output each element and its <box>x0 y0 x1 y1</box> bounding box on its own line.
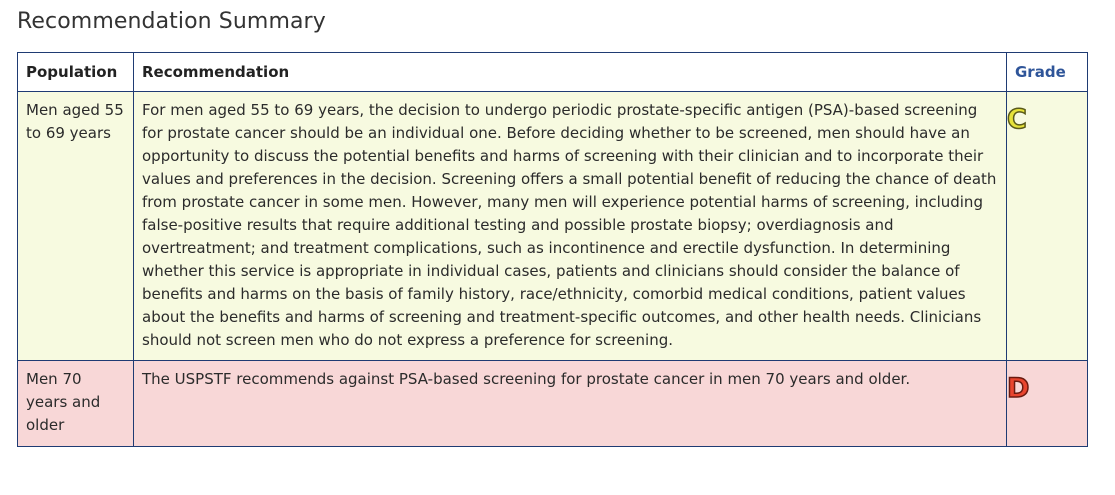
grade-column-header: Grade <box>1007 53 1088 92</box>
table-row <box>18 92 1088 361</box>
recommendation-cell: For men aged 55 to 69 years, the decision to undergo periodic prostate-specific antigen (PSA)-based screening for prostate cancer should be an individual one. Before deciding whether to be screened, men should have an opportunity to discuss the potential benefits and harms of screening with their clinician and to incorporate their values and preferences in the decision. Screening offers a small potential benefit of reducing the chance of death from prostate cancer in some men. However, many men will experience potential harms of screening, including false-positive results that require additional testing and possible prostate biopsy; overdiagnosis and overtreatment; and treatment complications, such as incontinence and erectile dysfunction. In determining whether this service is appropriate in individual cases, patients and clinicians should consider the balance of benefits and harms on the basis of family history, race/ethnicity, comorbid medical conditions, patient values about the benefits and harms of screening and treatment-specific outcomes, and other health needs. Clinicians should not screen men who do not express a preference for screening. <box>134 92 1007 361</box>
grade-cell <box>1007 92 1088 361</box>
recommendation-column-header: Recommendation <box>134 53 1007 92</box>
population-cell: Men aged 55 to 69 years <box>18 92 134 361</box>
grade-c-badge[interactable]: C <box>1007 104 1027 135</box>
table-row <box>18 361 1088 447</box>
page-title: Recommendation Summary <box>17 9 326 34</box>
recommendation-cell: The USPSTF recommends against PSA-based screening for prostate cancer in men 70 years and older. <box>134 361 1007 447</box>
recommendation-table <box>17 52 1088 447</box>
population-column-header: Population <box>18 53 134 92</box>
grade-d-badge[interactable]: D <box>1007 373 1030 404</box>
grade-cell <box>1007 361 1088 447</box>
table-header-row <box>18 53 1088 92</box>
population-cell: Men 70 years and older <box>18 361 134 447</box>
